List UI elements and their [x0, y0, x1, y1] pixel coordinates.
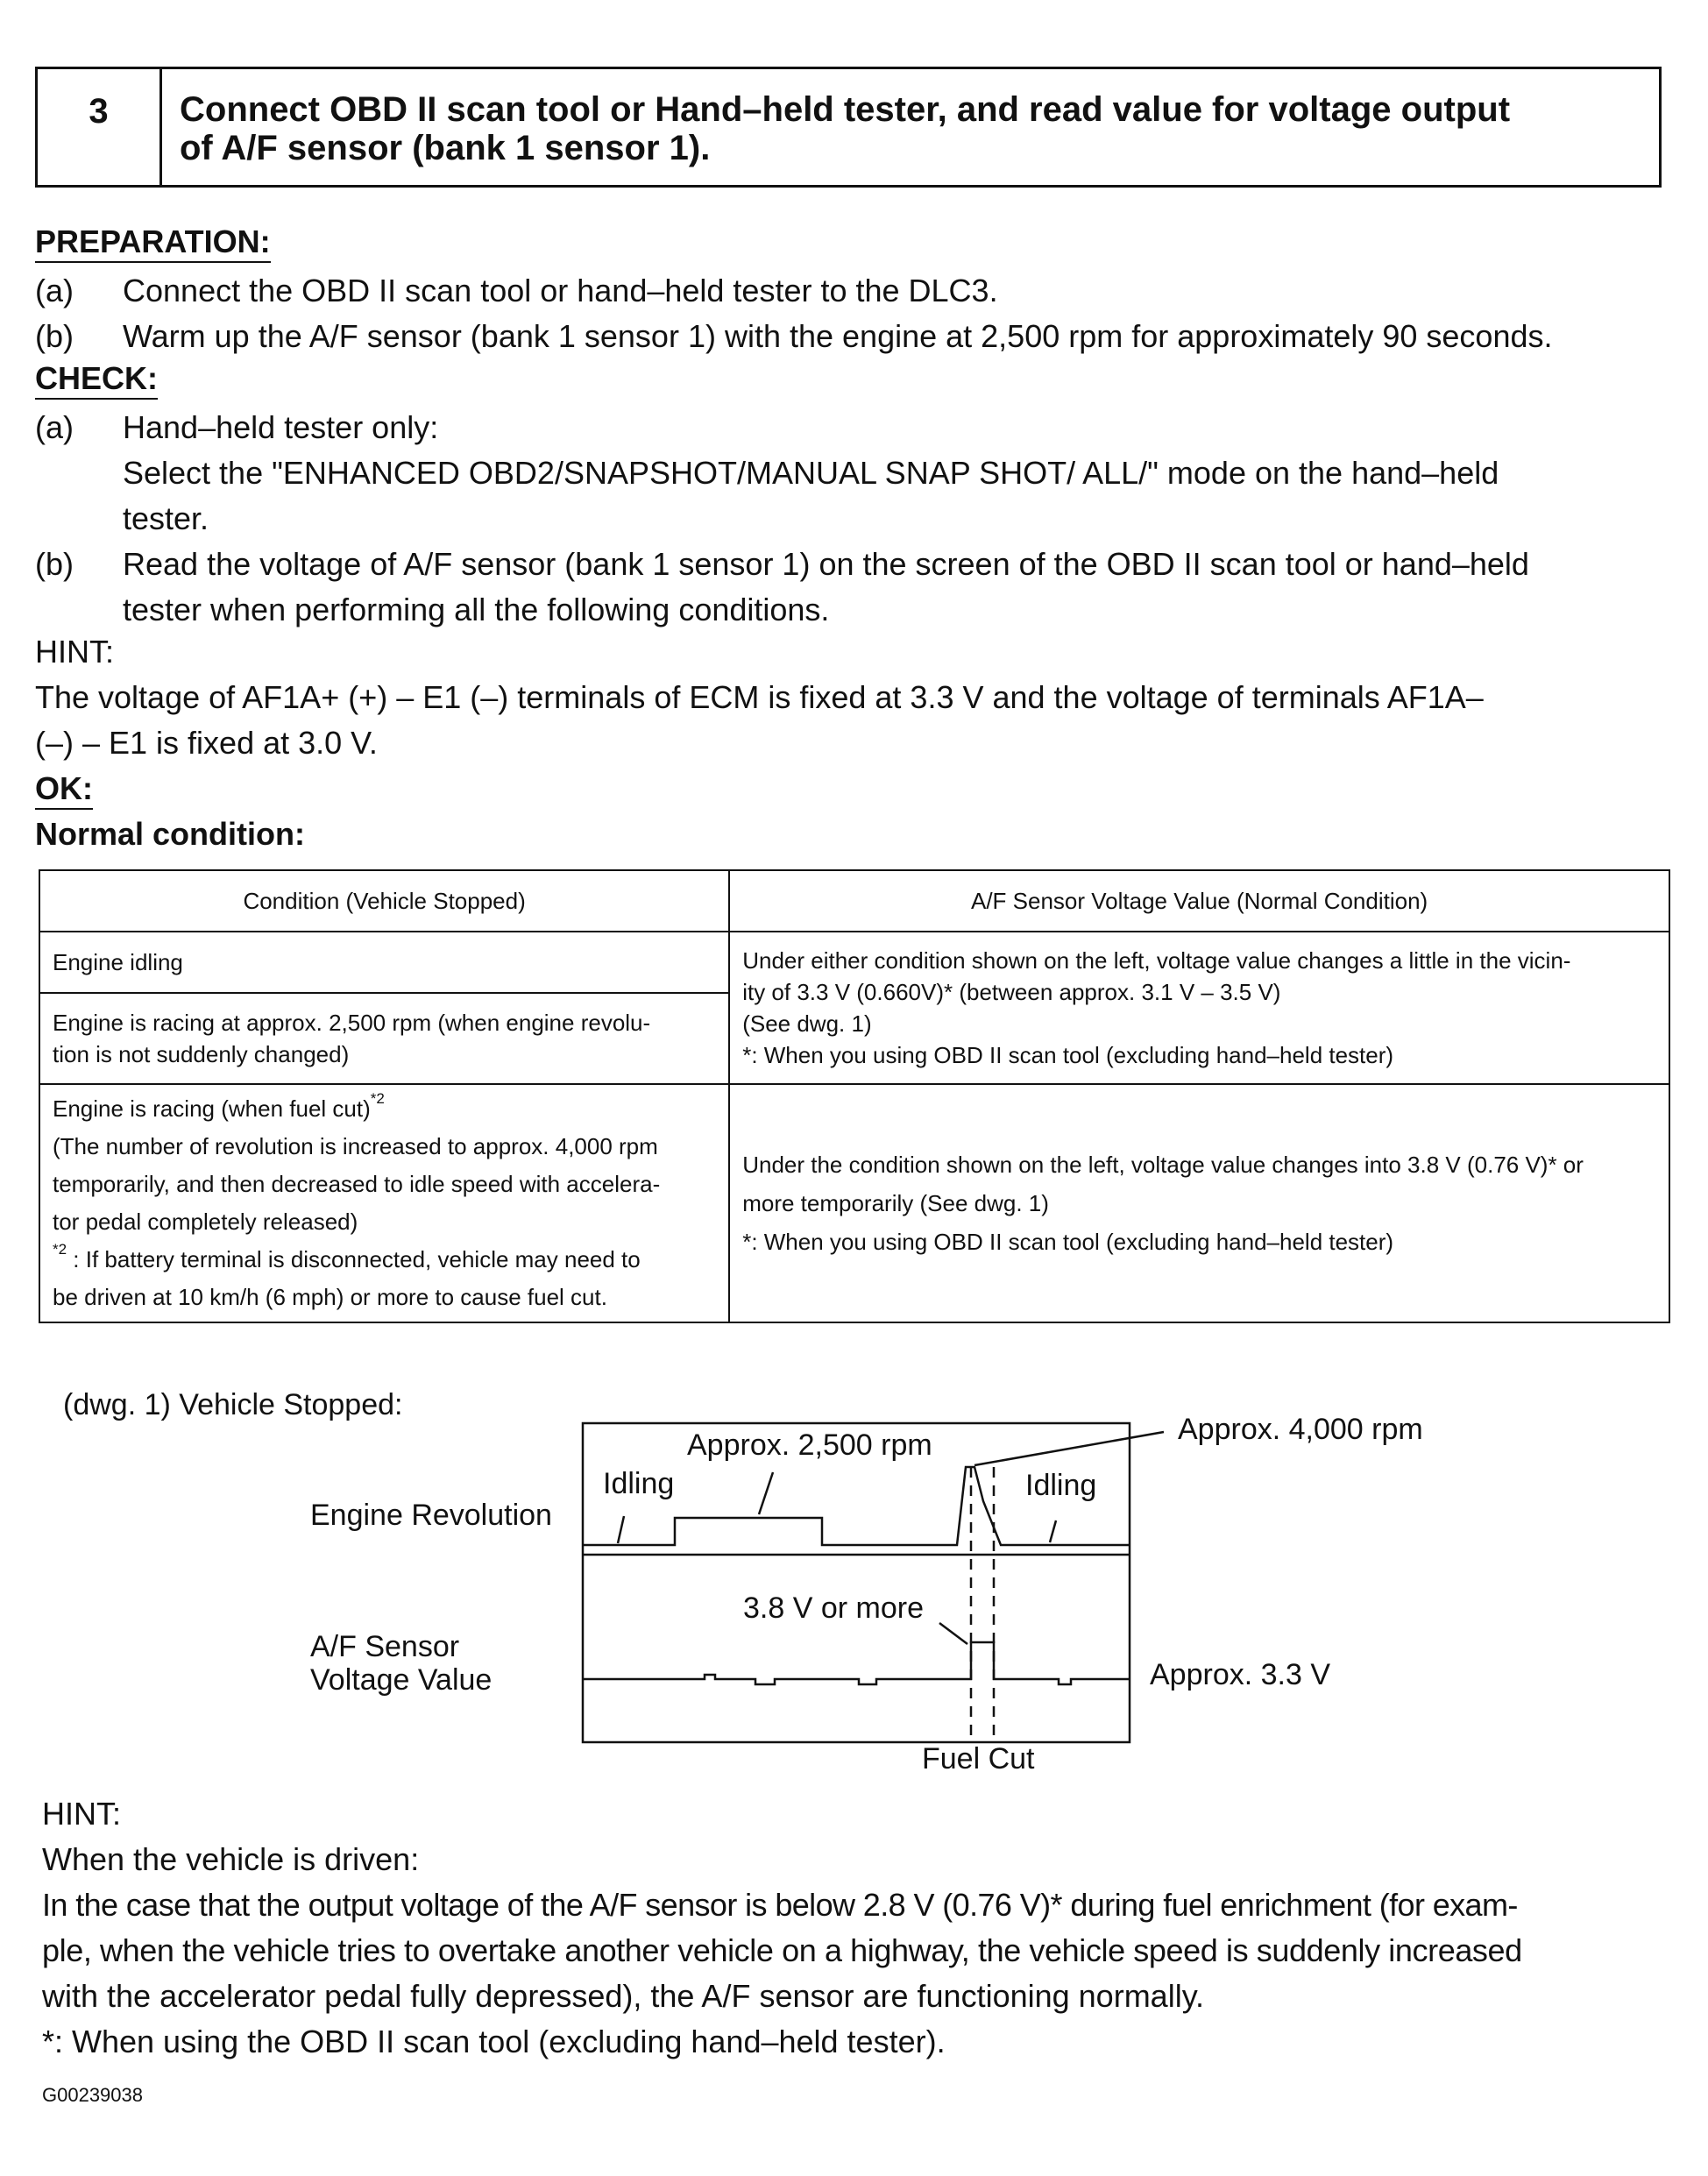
- leader-idling-left: [618, 1516, 624, 1543]
- table-row: [39, 1084, 1669, 1322]
- preparation-item-a-text: Connect the OBD II scan tool or hand–held tester to the DLC3.: [123, 273, 998, 308]
- diagram-fuel-cut: Fuel Cut: [922, 1742, 1035, 1776]
- table-cell-condition-racing: [39, 993, 729, 1084]
- voltage-fuel-cut-line-3: *: When you using OBD II scan tool (excluding hand–held tester): [742, 1229, 1394, 1255]
- check-item-a-line-2: Select the "ENHANCED OBD2/SNAPSHOT/MANUAL SNAP SHOT/ ALL/" mode on the hand–held: [123, 455, 1499, 491]
- voltage-fuel-cut-line-1: Under the condition shown on the left, voltage value changes into 3.8 V (0.76 V)* or: [742, 1152, 1584, 1178]
- fuel-cut-note-marker: *2: [53, 1241, 67, 1258]
- hint-2-label: HINT:: [42, 1796, 121, 1832]
- step-number: 3: [38, 69, 162, 185]
- hint-1-line-1: The voltage of AF1A+ (+) – E1 (–) terminals of ECM is fixed at 3.3 V and the voltage of terminals AF1A–: [35, 679, 1484, 715]
- check-item-b: [35, 542, 1683, 633]
- hint-2-line-4: with the accelerator pedal fully depressed), the A/F sensor are functioning normally.: [42, 1978, 1205, 2014]
- table-header-row: [39, 870, 1669, 932]
- diagram-graphic: [0, 1376, 1708, 1797]
- check-item-a-body: [123, 405, 1499, 542]
- check-item-b-mark: (b): [35, 546, 74, 582]
- table-cell-condition-fuel-cut: [39, 1084, 729, 1322]
- preparation-heading-text: PREPARATION:: [35, 223, 271, 263]
- diagram-idling-right: Idling: [1025, 1469, 1097, 1502]
- preparation-item-b-mark: (b): [35, 318, 74, 354]
- leader-approx-2500: [759, 1472, 773, 1514]
- diagram-3-8v: 3.8 V or more: [743, 1591, 924, 1625]
- hint-2-line-5: *: When using the OBD II scan tool (excluding hand–held tester).: [42, 2024, 946, 2059]
- dwg-1-diagram: [0, 1376, 1708, 1797]
- hint-1-label: HINT:: [35, 634, 114, 670]
- fuel-cut-cond-line-1-text: Engine is racing (when fuel cut): [53, 1095, 371, 1122]
- leader-idling-right: [1050, 1520, 1056, 1542]
- racing-cond-line-2: tion is not suddenly changed): [53, 1041, 350, 1067]
- preparation-item-a: [35, 268, 1683, 314]
- fuel-cut-cond-line-1: [53, 1090, 716, 1128]
- normal-condition-table: [39, 869, 1670, 1323]
- ok-label: [35, 771, 93, 806]
- hint-2-line-3: ple, when the vehicle tries to overtake another vehicle on a highway, the vehicle speed is suddenly increased: [42, 1932, 1522, 1968]
- document-code: G00239038: [42, 2084, 143, 2106]
- fuel-cut-cond-line-2: (The number of revolution is increased to approx. 4,000 rpm: [53, 1133, 658, 1159]
- preparation-item-a-mark: (a): [35, 273, 74, 308]
- diagram-engine-label: Engine Revolution: [310, 1499, 552, 1532]
- ok-label-text: OK:: [35, 770, 93, 810]
- diagram-af-label-1: A/F Sensor: [310, 1630, 460, 1663]
- fuel-cut-cond-line-4: tor pedal completely released): [53, 1208, 358, 1235]
- check-item-a-mark: (a): [35, 409, 74, 445]
- leader-3-8v: [939, 1623, 967, 1644]
- table-cell-voltage-fuel-cut: [729, 1084, 1669, 1322]
- preparation-item-b-text: Warm up the A/F sensor (bank 1 sensor 1) with the engine at 2,500 rpm for approximately 90 seconds.: [123, 318, 1553, 354]
- voltage-normal-line-4: *: When you using OBD II scan tool (excluding hand–held tester): [742, 1042, 1394, 1068]
- table-header-voltage: A/F Sensor Voltage Value (Normal Condition): [729, 870, 1669, 932]
- racing-cond-line-1: Engine is racing at approx. 2,500 rpm (when engine revolu-: [53, 1010, 651, 1036]
- check-item-b-line-2: tester when performing all the following conditions.: [123, 592, 830, 627]
- diagram-frame: [583, 1423, 1130, 1742]
- af-voltage-trace: [583, 1642, 1130, 1684]
- check-heading: [35, 361, 158, 396]
- check-item-a: [35, 405, 1683, 542]
- leader-approx-4000: [974, 1432, 1164, 1465]
- table-header-condition: Condition (Vehicle Stopped): [39, 870, 729, 932]
- step-header-box: [35, 67, 1662, 188]
- check-item-a-line-3: tester.: [123, 500, 209, 536]
- fuel-cut-footnote-ref: *2: [370, 1090, 385, 1107]
- table-cell-voltage-normal: [729, 932, 1669, 1084]
- preparation-item-b: [35, 314, 1683, 359]
- hint-2-line-1: When the vehicle is driven:: [42, 1841, 420, 1877]
- voltage-normal-line-3: (See dwg. 1): [742, 1010, 872, 1037]
- diagram-caption: (dwg. 1) Vehicle Stopped:: [63, 1388, 403, 1421]
- diagram-approx-3-3v: Approx. 3.3 V: [1150, 1658, 1331, 1691]
- normal-condition-label: Normal condition:: [35, 816, 305, 852]
- voltage-normal-line-2: ity of 3.3 V (0.660V)* (between approx. 3.1 V – 3.5 V): [742, 979, 1281, 1005]
- diagram-approx-4000: Approx. 4,000 rpm: [1178, 1413, 1423, 1446]
- preparation-heading: [35, 224, 271, 259]
- fuel-cut-note-line-1: [53, 1241, 716, 1279]
- diagram-af-label-2: Voltage Value: [310, 1663, 493, 1697]
- hint-1-line-2: (–) – E1 is fixed at 3.0 V.: [35, 725, 378, 761]
- check-item-b-body: [123, 542, 1529, 633]
- step-title-line-1: Connect OBD II scan tool or Hand–held tester, and read value for voltage output: [180, 90, 1511, 129]
- check-heading-text: CHECK:: [35, 360, 158, 400]
- table-cell-condition-idling: Engine idling: [39, 932, 729, 993]
- diagram-idling-left: Idling: [603, 1467, 675, 1500]
- check-item-b-line-1: Read the voltage of A/F sensor (bank 1 sensor 1) on the screen of the OBD II scan tool or hand–held: [123, 546, 1529, 582]
- fuel-cut-note-line-2: be driven at 10 km/h (6 mph) or more to cause fuel cut.: [53, 1284, 607, 1310]
- step-title: [162, 69, 1659, 185]
- voltage-normal-line-1: Under either condition shown on the left, voltage value changes a little in the vicin-: [742, 947, 1571, 974]
- check-item-a-line-1: Hand–held tester only:: [123, 409, 439, 445]
- step-title-line-2: of A/F sensor (bank 1 sensor 1).: [180, 129, 711, 167]
- diagram-approx-2500: Approx. 2,500 rpm: [687, 1428, 932, 1462]
- fuel-cut-cond-line-3: temporarily, and then decreased to idle speed with accelera-: [53, 1171, 661, 1197]
- table-row: [39, 932, 1669, 993]
- fuel-cut-note-line-1-text: : If battery terminal is disconnected, vehicle may need to: [67, 1246, 641, 1272]
- hint-2-line-2: In the case that the output voltage of the A/F sensor is below 2.8 V (0.76 V)* during fuel enrichment (for exam-: [42, 1887, 1518, 1923]
- voltage-fuel-cut-line-2: more temporarily (See dwg. 1): [742, 1190, 1049, 1216]
- engine-revolution-trace: [583, 1467, 1130, 1545]
